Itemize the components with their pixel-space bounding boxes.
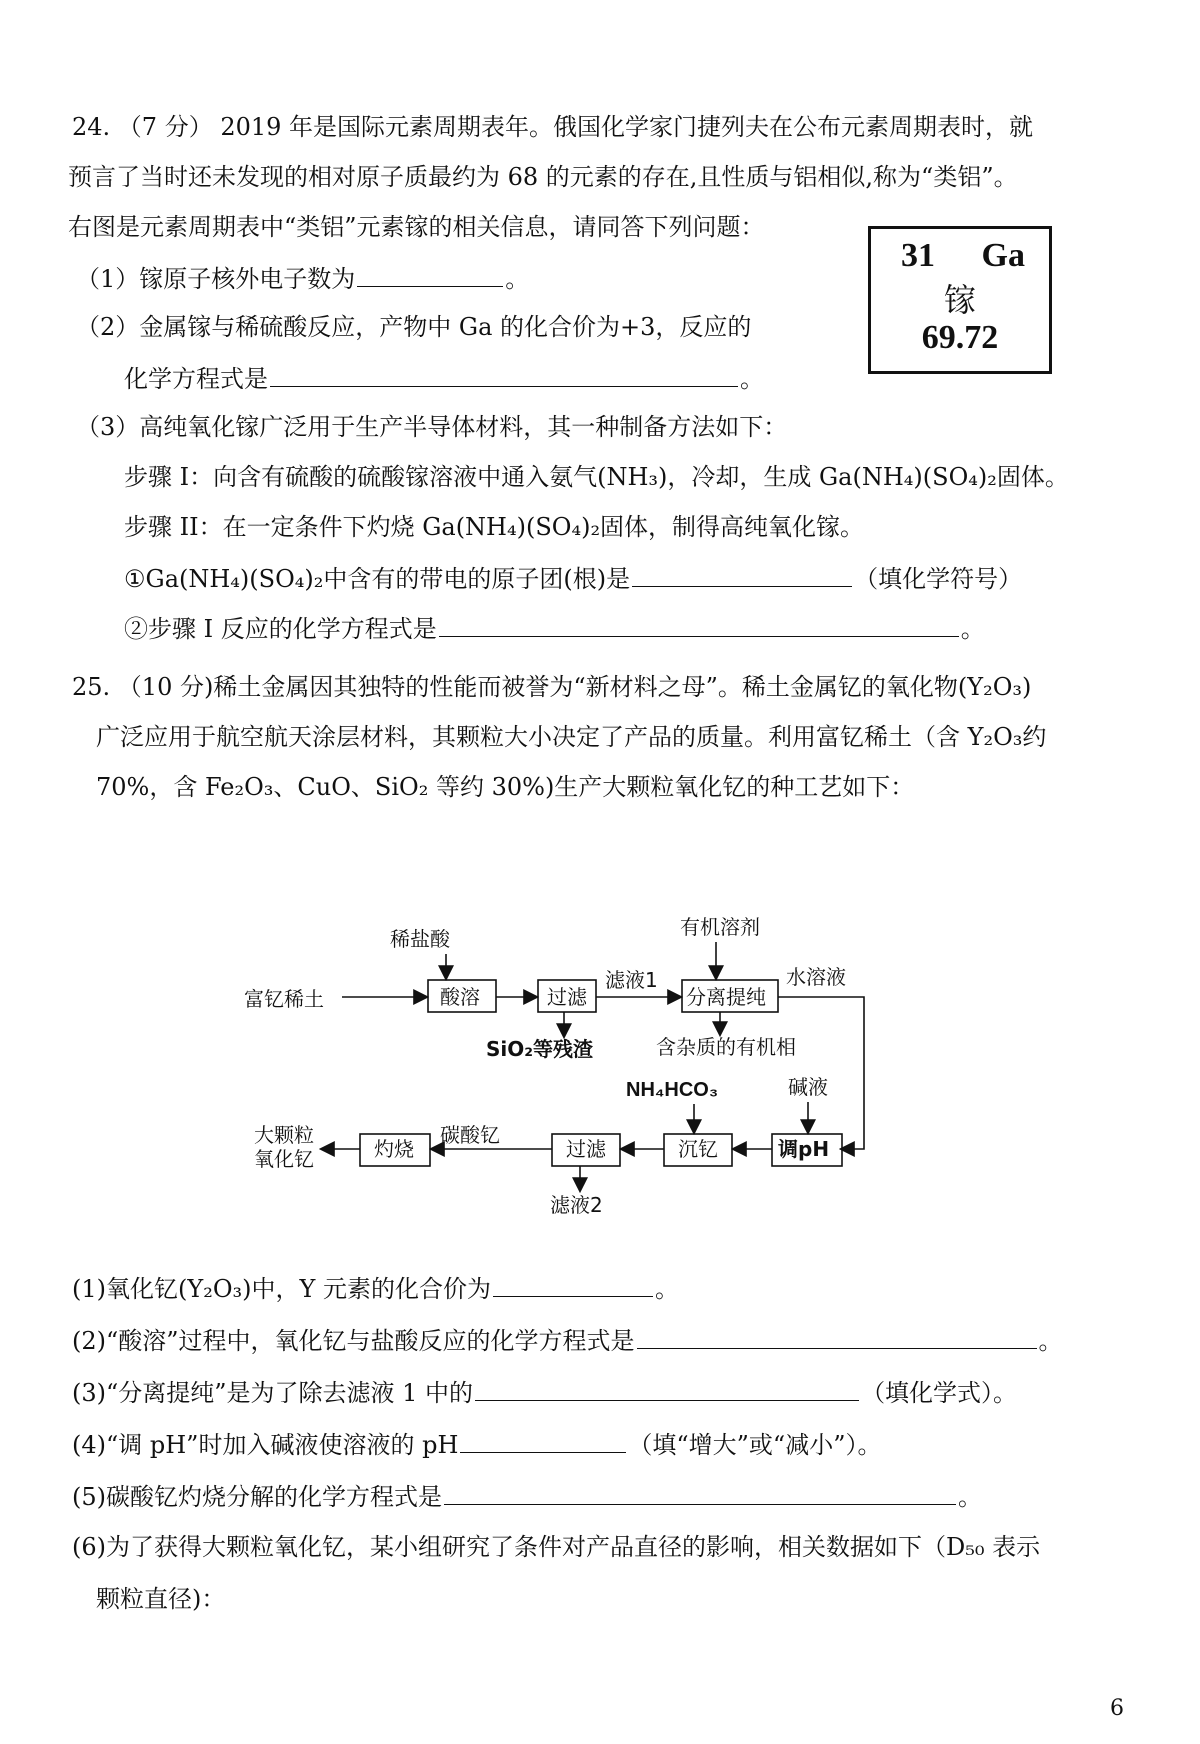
q25-part5 bbox=[72, 1480, 982, 1512]
q25-part5-text: (5)碳酸钇灼烧分解的化学方程式是 bbox=[72, 1483, 442, 1511]
q25-heading: 25. （10 分)稀土金属因其独特的性能而被誉为“新材料之母”。稀土金属钇的氧化物(Y₂O₃) bbox=[72, 673, 1032, 701]
q24-line-2: 预言了当时还未发现的相对原子质最约为 68 的元素的存在,且性质与铝相似,称为“类铝”。 bbox=[68, 163, 1018, 191]
element-tile-gallium bbox=[868, 226, 1052, 374]
q24-part2-equation bbox=[124, 362, 764, 394]
label-product-line-1: 大颗粒 bbox=[254, 1123, 314, 1147]
q25-part4-text: (4)“调 pH”时加入碱液使溶液的 pH bbox=[72, 1431, 459, 1459]
element-symbol: Ga bbox=[981, 237, 1025, 274]
box-calcine-label: 灼烧 bbox=[374, 1137, 414, 1161]
page-number: 6 bbox=[1110, 1696, 1124, 1721]
label-sio2-residue: SiO₂等残渣 bbox=[486, 1037, 594, 1061]
label-organic-phase: 含杂质的有机相 bbox=[656, 1035, 796, 1059]
q24-part3: （3）高纯氧化镓广泛用于生产半导体材料，其一种制备方法如下： bbox=[76, 413, 788, 441]
period: 。 bbox=[654, 1275, 679, 1303]
q24-sub1 bbox=[124, 562, 1022, 594]
atomic-mass: 69.72 bbox=[921, 319, 999, 356]
q24-step1: 步骤 I：向含有硫酸的硫酸镓溶液中通入氨气(NH₃)，冷却，生成 Ga(NH₄)(SO₄)₂固体。 bbox=[124, 463, 1069, 491]
atomic-number: 31 bbox=[901, 237, 935, 274]
q25-part3 bbox=[72, 1376, 1017, 1408]
q25-line-3: 70%，含 Fe₂O₃、CuO、SiO₂ 等约 30%)生产大颗粒氧化钇的种工艺如下： bbox=[96, 773, 915, 801]
period: 。 bbox=[960, 615, 985, 643]
q25-part3-hint: （填化学式）。 bbox=[861, 1379, 1018, 1407]
box-separate-purify-label: 分离提纯 bbox=[686, 985, 766, 1009]
q24-sub1-hint: （填化学符号） bbox=[854, 565, 1023, 593]
q25-part4 bbox=[72, 1428, 881, 1460]
q24-part1-answer-blank[interactable] bbox=[357, 262, 503, 287]
period: 。 bbox=[958, 1483, 982, 1511]
box-filter-2-label: 过滤 bbox=[566, 1137, 606, 1161]
q24-part2-label: 化学方程式是 bbox=[124, 365, 268, 393]
q25-part1-answer-blank[interactable] bbox=[493, 1272, 653, 1297]
period: 。 bbox=[740, 365, 764, 393]
label-yttrium-carbonate: 碳酸钇 bbox=[440, 1123, 500, 1147]
box-adjust-ph-label: 调pH bbox=[778, 1137, 830, 1161]
q24-line-3: 右图是元素周期表中“类铝”元素镓的相关信息，请同答下列问题： bbox=[68, 213, 765, 241]
q24-sub1-text: ①Ga(NH₄)(SO₄)₂中含有的带电的原子团(根)是 bbox=[124, 565, 631, 593]
q25-part2-text: (2)“酸溶”过程中，氧化钇与盐酸反应的化学方程式是 bbox=[72, 1327, 635, 1355]
label-aqueous-solution: 水溶液 bbox=[786, 965, 846, 989]
q25-part4-hint: （填“增大”或“减小”）。 bbox=[628, 1431, 882, 1459]
label-hydrochloric-acid: 稀盐酸 bbox=[390, 927, 450, 951]
element-name: 镓 bbox=[943, 281, 976, 319]
q25-part1 bbox=[72, 1272, 679, 1304]
q25-part6: (6)为了获得大颗粒氧化钇，某小组研究了条件对产品直径的影响，相关数据如下（D₅₀ 表示 bbox=[72, 1533, 1041, 1561]
label-alkali: 碱液 bbox=[788, 1075, 828, 1099]
period: 。 bbox=[1038, 1327, 1063, 1355]
label-product-line-2: 氧化钇 bbox=[254, 1147, 314, 1171]
box-acid-dissolve-label: 酸溶 bbox=[440, 985, 480, 1009]
q24-sub2-answer-blank[interactable] bbox=[439, 612, 959, 637]
q24-part2: （2）金属镓与稀硫酸反应，产物中 Ga 的化合价为+3，反应的 bbox=[76, 313, 752, 341]
label-nh4hco3: NH₄HCO₃ bbox=[626, 1079, 719, 1101]
q24-step2: 步骤 II：在一定条件下灼烧 Ga(NH₄)(SO₄)₂固体，制得高纯氧化镓。 bbox=[124, 513, 865, 541]
process-flowchart bbox=[244, 912, 940, 1242]
q24-heading: 24. （7 分） 2019 年是国际元素周期表年。俄国化学家门捷列夫在公布元素周期表时，就 bbox=[72, 113, 1034, 141]
q24-part2-answer-blank[interactable] bbox=[270, 362, 738, 387]
label-filtrate-1: 滤液1 bbox=[605, 968, 658, 992]
period: 。 bbox=[505, 265, 530, 293]
q24-part1-text: （1）镓原子核外电子数为 bbox=[76, 265, 356, 293]
q25-part3-text: (3)“分离提纯”是为了除去滤液 1 中的 bbox=[72, 1379, 474, 1407]
q25-part2 bbox=[72, 1324, 1063, 1356]
q25-part2-answer-blank[interactable] bbox=[637, 1324, 1037, 1349]
label-filtrate-2: 滤液2 bbox=[550, 1193, 603, 1217]
q25-part4-answer-blank[interactable] bbox=[460, 1428, 626, 1453]
label-organic-solvent: 有机溶剂 bbox=[680, 915, 760, 939]
q24-part1 bbox=[76, 262, 529, 294]
q25-part6-cont: 颗粒直径)： bbox=[96, 1585, 226, 1613]
box-precipitate-label: 沉钇 bbox=[678, 1137, 718, 1161]
q24-sub1-answer-blank[interactable] bbox=[632, 562, 852, 587]
box-filter-1-label: 过滤 bbox=[547, 985, 587, 1009]
q25-part3-answer-blank[interactable] bbox=[475, 1376, 859, 1401]
q24-sub2-text: ②步骤 I 反应的化学方程式是 bbox=[124, 615, 437, 643]
q24-sub2 bbox=[124, 612, 985, 644]
label-raw-material: 富钇稀土 bbox=[244, 987, 324, 1011]
q25-part1-text: (1)氧化钇(Y₂O₃)中，Y 元素的化合价为 bbox=[72, 1275, 491, 1303]
q25-line-2: 广泛应用于航空航天涂层材料，其颗粒大小决定了产品的质量。利用富钇稀土（含 Y₂O₃约 bbox=[96, 723, 1047, 751]
q25-part5-answer-blank[interactable] bbox=[444, 1480, 956, 1505]
